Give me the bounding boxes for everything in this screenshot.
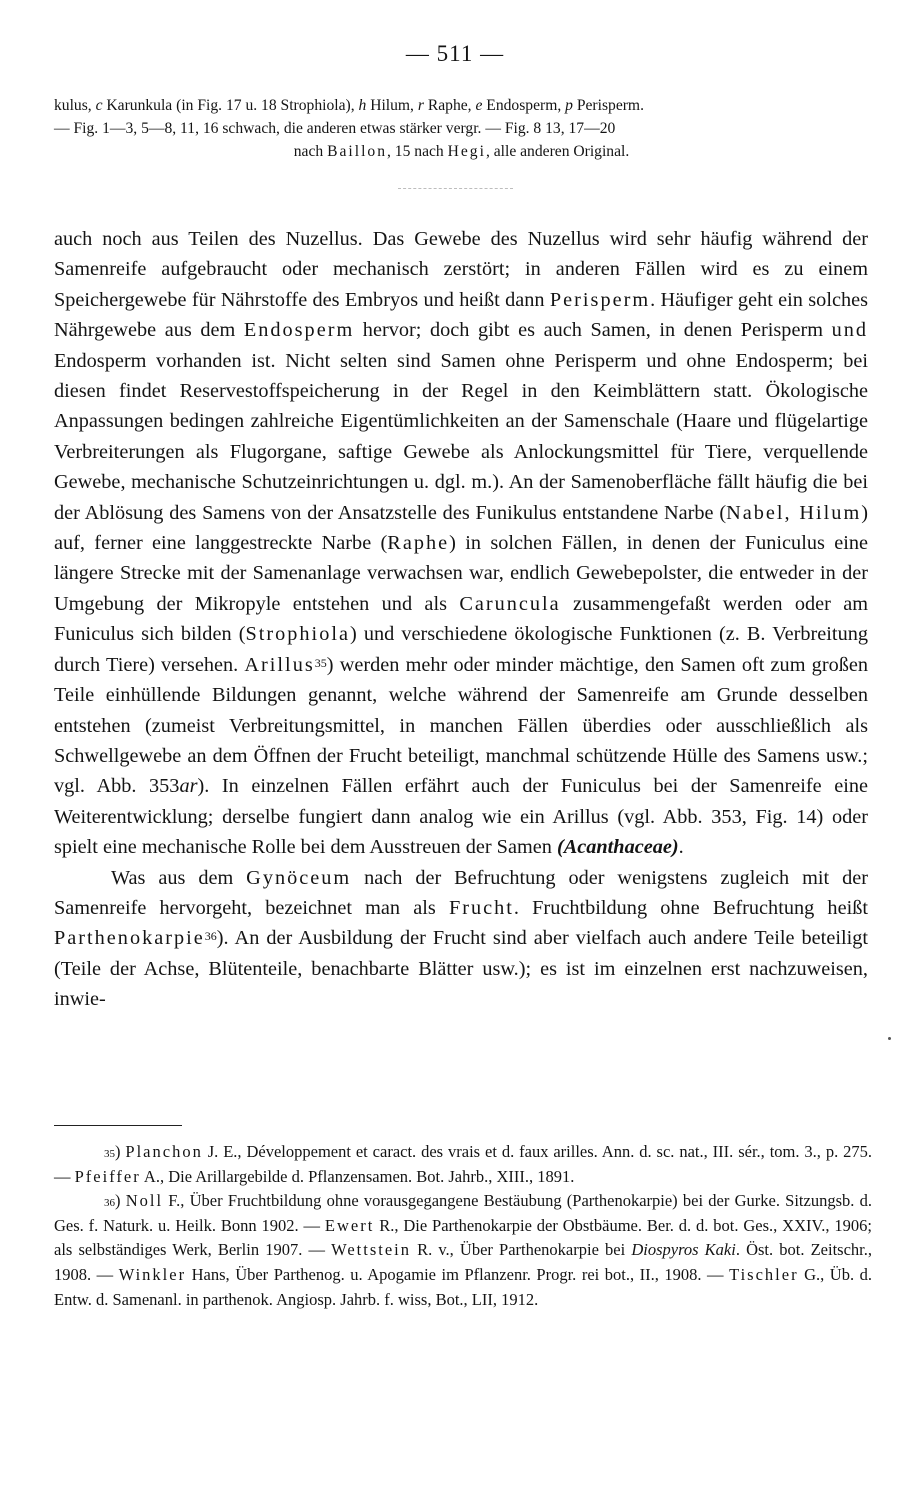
term-nabel-hilum: Nabel, Hilum	[726, 501, 862, 524]
footnote-36	[54, 1189, 872, 1312]
author-name: Hegi	[447, 143, 486, 160]
caption-text: Endosperm,	[482, 97, 566, 114]
footnote-marker: 36	[104, 1197, 115, 1210]
caption-letter: p	[565, 97, 573, 114]
text-run: Hans, Über Parthenog. u. Apogamie im Pflanzenr. Progr. rei bot., II., 1908. —	[186, 1264, 730, 1284]
caption-text: kulus,	[54, 97, 96, 114]
author-name: Ewert	[324, 1215, 375, 1235]
figure-caption	[54, 94, 869, 163]
term-frucht: Frucht	[448, 896, 514, 919]
emphasis-und: und	[831, 319, 868, 342]
author-name: Wettstein	[331, 1240, 411, 1260]
text-run: ) auf, ferner eine langgestreckte Narbe (	[54, 501, 868, 555]
author-name: Baillon	[327, 143, 387, 160]
term-arillus: Arillus	[244, 653, 315, 676]
caption-text: nach	[293, 143, 328, 160]
caption-text: Karunkula (in Fig. 17 u. 18 Strophiola),	[102, 97, 359, 114]
caption-line-3	[54, 140, 869, 163]
text-run: . Öst. bot. Zeitschr., 1908. —	[54, 1240, 872, 1284]
term-parthenokarpie: Parthenokarpie	[54, 927, 205, 950]
author-name: Tischler	[729, 1264, 799, 1284]
figure-label-ar: ar	[179, 775, 198, 798]
page-number: — 511 —	[405, 41, 505, 66]
author-name: Pfeiffer	[74, 1166, 141, 1186]
caption-line-1	[54, 94, 869, 117]
text-run: ) in solchen Fällen, in denen der Funiculus eine längere Strecke mit der Samenanlage verwachsen war, endlich Gewebepolster, die entweder in der Umgebung der Mikropyle entstehen und als	[54, 532, 868, 615]
caption-text: Raphe,	[423, 97, 476, 114]
text-run: )	[115, 1142, 126, 1161]
caption-line-2: — Fig. 1—3, 5—8, 11, 16 schwach, die anderen etwas stärker vergr. — Fig. 8 13, 17—20	[54, 120, 616, 137]
text-run: A., Die Arillargebilde d. Pflanzensamen. Bot. Jahrb., XIII., 1891.	[140, 1166, 575, 1186]
section-separator	[398, 188, 513, 189]
paragraph-1	[54, 224, 868, 863]
text-run: ). In einzelnen Fällen erfährt auch der Funiculus bei der Samenreife eine Weiterentwicklung; derselbe fungiert dann analog wie ein Arillus (vgl. Abb. 353, Fig. 14) oder spielt eine mechanische Rolle bei dem Ausstreuen der Samen	[54, 775, 868, 859]
text-run: G., Üb. d. Entw. d. Samenanl. in parthenok. Angiosp. Jahrb. f. wiss, Bot., LII, 1912.	[54, 1264, 872, 1309]
text-run: F., Über Fruchtbildung ohne vorausgegangene Bestäubung (Parthenokarpie) bei der Gurke. Sitzungsb. d. Ges. f. Naturk. u. Heilk. Bonn 1902. —	[54, 1191, 872, 1235]
caption-text: Hilum,	[366, 97, 418, 114]
text-run: zusammengefaßt werden oder am Funiculus sich bilden (	[54, 592, 868, 646]
text-run: ). An der Ausbildung der Frucht sind aber vielfach auch andere Teile beteiligt (Teile der Achse, Blütenteile, benachbarte Blätter usw.); es ist im einzelnen erst nachzuweisen, inwie-	[54, 927, 868, 1011]
text-run: ) werden mehr oder minder mächtige, den Samen oft zum großen Teile einhüllende Bildungen genannt, welche während der Samenreife am Grunde desselben entstehen (zumeist Verbreitungsmittel, in manchen Fällen überdies oder ausschließlich als Schwellgewebe an dem Öffnen der Frucht beteiligt, manchmal schützende Hülle des Samens usw.; vgl. Abb. 353	[54, 653, 868, 798]
text-run: hervor; doch gibt es auch Samen, in denen Perisperm	[354, 319, 832, 342]
caption-letter: h	[358, 97, 367, 114]
caption-text: Perisperm.	[572, 97, 644, 114]
author-name: Noll	[125, 1191, 164, 1211]
text-run: J. E., Développement et caract. des vrais et d. faux arilles. Ann. d. sc. nat., III. sér., tom. 3., p. 275. —	[54, 1142, 872, 1186]
footnote-ref-35: 35	[314, 655, 327, 670]
caption-text: , 15 nach	[387, 143, 448, 160]
text-run: )	[115, 1191, 126, 1211]
footnote-ref-36: 36	[204, 929, 217, 944]
term-perisperm: Perisperm	[549, 288, 651, 311]
body-text	[54, 224, 868, 1015]
caption-letter: e	[475, 97, 483, 114]
caption-text: , alle anderen Original.	[485, 143, 630, 160]
text-run: .	[678, 836, 684, 859]
text-run: R., Die Parthenokarpie der Obstbäume. Ber. d. d. bot. Ges., XXIV., 1906; als selbständiges Werk, Berlin 1907. —	[54, 1215, 872, 1260]
taxon-diospyros-kaki: Diospyros Kaki	[631, 1240, 736, 1260]
term-strophiola: Strophiola	[245, 623, 350, 646]
term-raphe: Raphe	[387, 532, 450, 555]
text-run: Was aus dem	[111, 866, 247, 889]
footnote-35	[54, 1140, 872, 1189]
caption-letter: c	[95, 97, 103, 114]
footnote-rule	[54, 1125, 182, 1126]
text-run: auch noch aus Teilen des Nuzellus. Das Gewebe des Nuzellus wird sehr häufig während der Samenreife aufgebraucht oder mechanisch zerstört; in anderen Fällen wird es zu einem Speichergewebe für Nährstoffe des Embryos und heißt dann	[54, 228, 868, 311]
text-run: nach der Befruchtung oder wenigstens zugleich mit der Samenreife hervorgeht, bezeichnet man als	[54, 866, 869, 919]
paragraph-2	[54, 863, 868, 1015]
term-gynoceum: Gynöceum	[246, 866, 352, 889]
author-name: Planchon	[125, 1142, 203, 1161]
author-name: Winkler	[118, 1264, 187, 1284]
footnotes	[54, 1140, 872, 1312]
term-caruncula: Caruncula	[459, 592, 561, 615]
print-speck	[888, 1037, 891, 1040]
text-run: ) und verschiedene ökologische Funktionen (z. B. Verbreitung durch Tiere) versehen.	[54, 623, 868, 676]
footnote-marker: 35	[104, 1148, 115, 1160]
text-run: . Fruchtbildung ohne Befruchtung heißt	[513, 896, 868, 919]
term-endosperm: Endosperm	[243, 319, 355, 342]
text-run: Endosperm vorhanden ist. Nicht selten sind Samen ohne Perisperm und ohne Endosperm; bei diesen findet Reservestoffspeicherung in der Regel in den Keimblättern statt. Ökologische Anpassungen bedingen zahlreiche Eigentümlichkeiten an der Samenschale (Haare und flügelartige Verbreiterungen als Flugorgane, saftige Gewebe als Anlockungsmittel für Tiere, verquellende Gewebe, mechanische Schutzeinrichtungen u. dgl. m.). An der Samenoberfläche fällt häufig die bei der Ablösung des Samens von der Ansatzstelle des Funikulus entstandene Narbe (	[54, 349, 868, 524]
caption-letter: r	[417, 97, 424, 114]
text-run: R. v., Über Parthenokarpie bei	[411, 1240, 632, 1260]
taxon-acanthaceae: (Acanthaceae)	[556, 836, 679, 859]
text-run: . Häufiger geht ein solches Nährgewebe aus dem	[54, 288, 868, 342]
